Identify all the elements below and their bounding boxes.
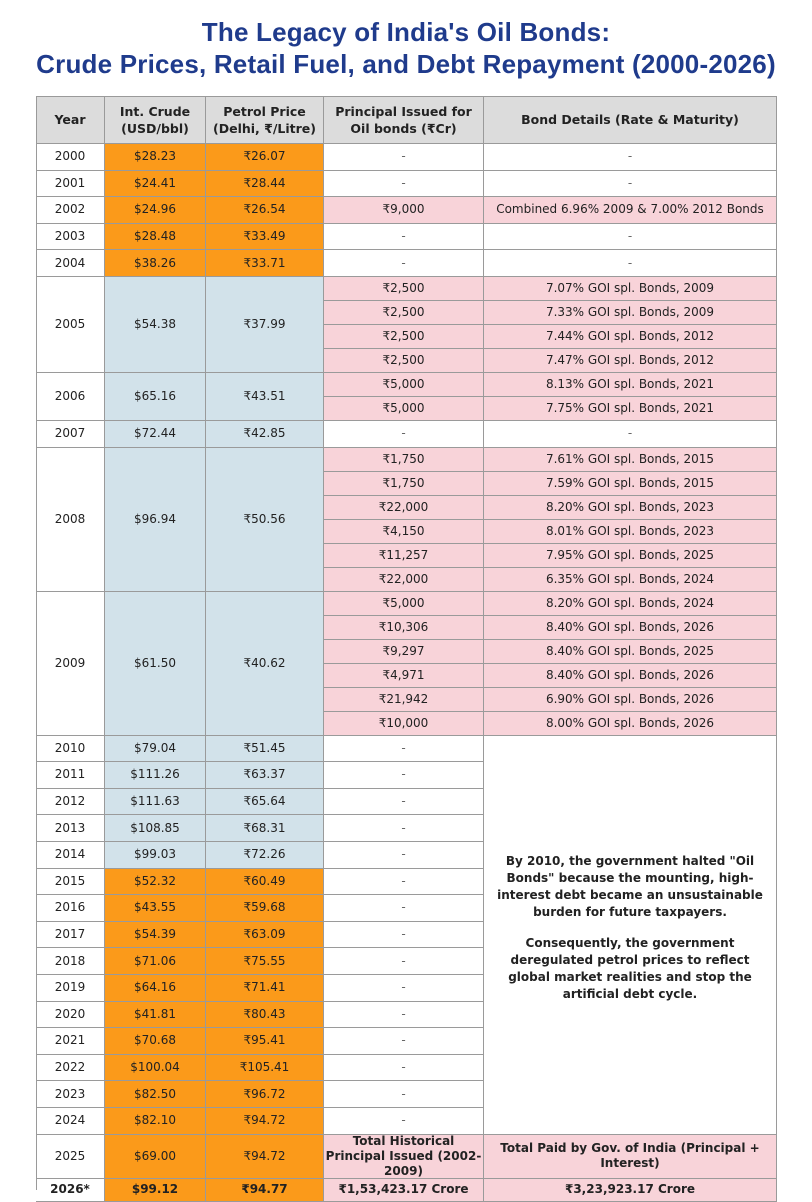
principal-cell: -: [324, 1055, 484, 1082]
principal-cell: -: [324, 1081, 484, 1108]
title-line-1: The Legacy of India's Oil Bonds:: [201, 17, 611, 47]
petrol-price-cell: ₹40.62: [206, 592, 324, 736]
crude-price-cell: $79.04: [105, 736, 206, 763]
explanatory-note: [484, 736, 777, 1135]
crude-price-cell: $28.23: [105, 144, 206, 171]
crude-price-cell: $111.63: [105, 789, 206, 816]
year-cell: 2025: [36, 1135, 105, 1179]
principal-cell: ₹11,257: [324, 544, 484, 568]
crude-price-cell: $43.55: [105, 895, 206, 922]
year-cell: 2009: [36, 592, 105, 736]
year-cell: 2008: [36, 448, 105, 592]
petrol-price-cell: ₹26.07: [206, 144, 324, 171]
year-cell: 2021: [36, 1028, 105, 1055]
bond-details-cell: -: [484, 171, 777, 198]
year-cell: 2007: [36, 421, 105, 448]
principal-cell: -: [324, 171, 484, 198]
petrol-price-cell: ₹94.72: [206, 1135, 324, 1179]
year-cell: 2004: [36, 250, 105, 277]
principal-cell: -: [324, 144, 484, 171]
crude-price-cell: $24.96: [105, 197, 206, 224]
total-principal-value: ₹1,53,423.17 Crore: [324, 1179, 484, 1202]
note-paragraph-1: By 2010, the government halted "Oil Bonds" because the mounting, high-interest debt became an unsustainable burden for future taxpayers.: [497, 853, 763, 919]
bond-details-cell: 7.47% GOI spl. Bonds, 2012: [484, 349, 777, 373]
petrol-price-cell: ₹95.41: [206, 1028, 324, 1055]
principal-cell: ₹9,000: [324, 197, 484, 224]
principal-cell: -: [324, 1108, 484, 1135]
crude-price-cell: $65.16: [105, 373, 206, 421]
year-cell: 2011: [36, 762, 105, 789]
bond-details-cell: 8.40% GOI spl. Bonds, 2026: [484, 616, 777, 640]
bond-details-cell: 7.07% GOI spl. Bonds, 2009: [484, 277, 777, 301]
principal-cell: -: [324, 789, 484, 816]
petrol-price-cell: ₹37.99: [206, 277, 324, 373]
principal-cell: ₹2,500: [324, 301, 484, 325]
year-cell: 2013: [36, 815, 105, 842]
year-cell: 2002: [36, 197, 105, 224]
bond-details-cell: 8.20% GOI spl. Bonds, 2023: [484, 496, 777, 520]
principal-cell: -: [324, 250, 484, 277]
crude-price-cell: $82.50: [105, 1081, 206, 1108]
principal-cell: -: [324, 895, 484, 922]
crude-price-cell: $70.68: [105, 1028, 206, 1055]
principal-cell: ₹10,000: [324, 712, 484, 736]
total-paid-label: Total Paid by Gov. of India (Principal + Interest): [484, 1135, 777, 1179]
principal-cell: -: [324, 842, 484, 869]
petrol-price-cell: ₹65.64: [206, 789, 324, 816]
petrol-price-cell: ₹60.49: [206, 869, 324, 896]
year-cell: 2017: [36, 922, 105, 949]
petrol-price-cell: ₹75.55: [206, 948, 324, 975]
year-cell: 2023: [36, 1081, 105, 1108]
year-cell: 2022: [36, 1055, 105, 1082]
principal-cell: ₹5,000: [324, 592, 484, 616]
petrol-price-cell: ₹71.41: [206, 975, 324, 1002]
year-cell: 2019: [36, 975, 105, 1002]
petrol-price-cell: ₹33.71: [206, 250, 324, 277]
bond-details-cell: 7.59% GOI spl. Bonds, 2015: [484, 472, 777, 496]
bond-details-cell: -: [484, 224, 777, 251]
crude-price-cell: $72.44: [105, 421, 206, 448]
header-year: Year: [36, 96, 105, 144]
year-cell: 2000: [36, 144, 105, 171]
petrol-price-cell: ₹68.31: [206, 815, 324, 842]
crude-price-cell: $64.16: [105, 975, 206, 1002]
note-paragraph-2: Consequently, the government deregulated petrol prices to reflect global market realities and stop the artificial debt cycle.: [508, 935, 752, 1001]
title-line-2: Crude Prices, Retail Fuel, and Debt Repayment (2000-2026): [36, 49, 776, 79]
year-cell: 2006: [36, 373, 105, 421]
year-cell: 2014: [36, 842, 105, 869]
petrol-price-cell: ₹42.85: [206, 421, 324, 448]
header-bond-details: Bond Details (Rate & Maturity): [484, 96, 777, 144]
principal-cell: ₹1,750: [324, 448, 484, 472]
petrol-price-cell: ₹80.43: [206, 1002, 324, 1029]
bond-details-cell: 7.33% GOI spl. Bonds, 2009: [484, 301, 777, 325]
principal-cell: -: [324, 869, 484, 896]
bond-details-cell: 8.40% GOI spl. Bonds, 2026: [484, 664, 777, 688]
principal-cell: -: [324, 1002, 484, 1029]
petrol-price-cell: ₹72.26: [206, 842, 324, 869]
principal-cell: ₹1,750: [324, 472, 484, 496]
crude-price-cell: $111.26: [105, 762, 206, 789]
header-crude: Int. Crude (USD/bbl): [105, 96, 206, 144]
principal-cell: -: [324, 762, 484, 789]
crude-price-cell: $96.94: [105, 448, 206, 592]
bond-details-cell: 8.13% GOI spl. Bonds, 2021: [484, 373, 777, 397]
bond-details-cell: -: [484, 144, 777, 171]
bond-details-cell: 7.44% GOI spl. Bonds, 2012: [484, 325, 777, 349]
bond-details-cell: 6.90% GOI spl. Bonds, 2026: [484, 688, 777, 712]
crude-price-cell: $41.81: [105, 1002, 206, 1029]
bond-details-cell: 7.95% GOI spl. Bonds, 2025: [484, 544, 777, 568]
bond-details-cell: Combined 6.96% 2009 & 7.00% 2012 Bonds: [484, 197, 777, 224]
principal-cell: ₹5,000: [324, 373, 484, 397]
petrol-price-cell: ₹94.72: [206, 1108, 324, 1135]
bond-details-cell: -: [484, 421, 777, 448]
crude-price-cell: $54.39: [105, 922, 206, 949]
petrol-price-cell: ₹50.56: [206, 448, 324, 592]
bond-details-cell: 8.01% GOI spl. Bonds, 2023: [484, 520, 777, 544]
year-cell: 2010: [36, 736, 105, 763]
year-cell: 2024: [36, 1108, 105, 1135]
bond-details-cell: 8.20% GOI spl. Bonds, 2024: [484, 592, 777, 616]
petrol-price-cell: ₹105.41: [206, 1055, 324, 1082]
crude-price-cell: $99.12: [105, 1179, 206, 1202]
crude-price-cell: $24.41: [105, 171, 206, 198]
principal-cell: -: [324, 975, 484, 1002]
bond-details-cell: 8.00% GOI spl. Bonds, 2026: [484, 712, 777, 736]
crude-price-cell: $52.32: [105, 869, 206, 896]
crude-price-cell: $71.06: [105, 948, 206, 975]
total-paid-value: ₹3,23,923.17 Crore: [484, 1179, 777, 1202]
petrol-price-cell: ₹59.68: [206, 895, 324, 922]
note-text: [490, 853, 770, 1017]
petrol-price-cell: ₹33.49: [206, 224, 324, 251]
bond-details-cell: 6.35% GOI spl. Bonds, 2024: [484, 568, 777, 592]
principal-cell: ₹10,306: [324, 616, 484, 640]
year-cell: 2015: [36, 869, 105, 896]
crude-price-cell: $28.48: [105, 224, 206, 251]
year-cell: 2005: [36, 277, 105, 373]
page-title: [0, 0, 812, 80]
bond-details-cell: 7.75% GOI spl. Bonds, 2021: [484, 397, 777, 421]
header-principal: Principal Issued for Oil bonds (₹Cr): [324, 96, 484, 144]
year-cell: 2018: [36, 948, 105, 975]
petrol-price-cell: ₹26.54: [206, 197, 324, 224]
principal-cell: ₹22,000: [324, 568, 484, 592]
crude-price-cell: $38.26: [105, 250, 206, 277]
principal-cell: -: [324, 736, 484, 763]
bond-details-cell: 8.40% GOI spl. Bonds, 2025: [484, 640, 777, 664]
principal-cell: ₹21,942: [324, 688, 484, 712]
petrol-price-cell: ₹28.44: [206, 171, 324, 198]
principal-cell: ₹4,971: [324, 664, 484, 688]
principal-cell: ₹4,150: [324, 520, 484, 544]
petrol-price-cell: ₹94.77: [206, 1179, 324, 1202]
principal-cell: ₹5,000: [324, 397, 484, 421]
principal-cell: -: [324, 948, 484, 975]
petrol-price-cell: ₹43.51: [206, 373, 324, 421]
oil-bonds-table: [36, 96, 777, 1197]
bond-details-cell: -: [484, 250, 777, 277]
principal-cell: ₹2,500: [324, 325, 484, 349]
petrol-price-cell: ₹63.09: [206, 922, 324, 949]
petrol-price-cell: ₹63.37: [206, 762, 324, 789]
year-cell: 2026*: [36, 1179, 105, 1202]
crude-price-cell: $61.50: [105, 592, 206, 736]
principal-cell: -: [324, 1028, 484, 1055]
crude-price-cell: $69.00: [105, 1135, 206, 1179]
year-cell: 2020: [36, 1002, 105, 1029]
crude-price-cell: $100.04: [105, 1055, 206, 1082]
year-cell: 2016: [36, 895, 105, 922]
bond-details-cell: 7.61% GOI spl. Bonds, 2015: [484, 448, 777, 472]
principal-cell: -: [324, 815, 484, 842]
principal-cell: ₹2,500: [324, 277, 484, 301]
year-cell: 2003: [36, 224, 105, 251]
principal-cell: ₹22,000: [324, 496, 484, 520]
year-cell: 2001: [36, 171, 105, 198]
principal-cell: -: [324, 421, 484, 448]
principal-cell: ₹2,500: [324, 349, 484, 373]
crude-price-cell: $82.10: [105, 1108, 206, 1135]
principal-cell: ₹9,297: [324, 640, 484, 664]
crude-price-cell: $99.03: [105, 842, 206, 869]
total-principal-label: Total Historical Principal Issued (2002-2009): [324, 1135, 484, 1179]
principal-cell: -: [324, 224, 484, 251]
petrol-price-cell: ₹51.45: [206, 736, 324, 763]
principal-cell: -: [324, 922, 484, 949]
petrol-price-cell: ₹96.72: [206, 1081, 324, 1108]
crude-price-cell: $54.38: [105, 277, 206, 373]
header-petrol: Petrol Price (Delhi, ₹/Litre): [206, 96, 324, 144]
year-cell: 2012: [36, 789, 105, 816]
crude-price-cell: $108.85: [105, 815, 206, 842]
